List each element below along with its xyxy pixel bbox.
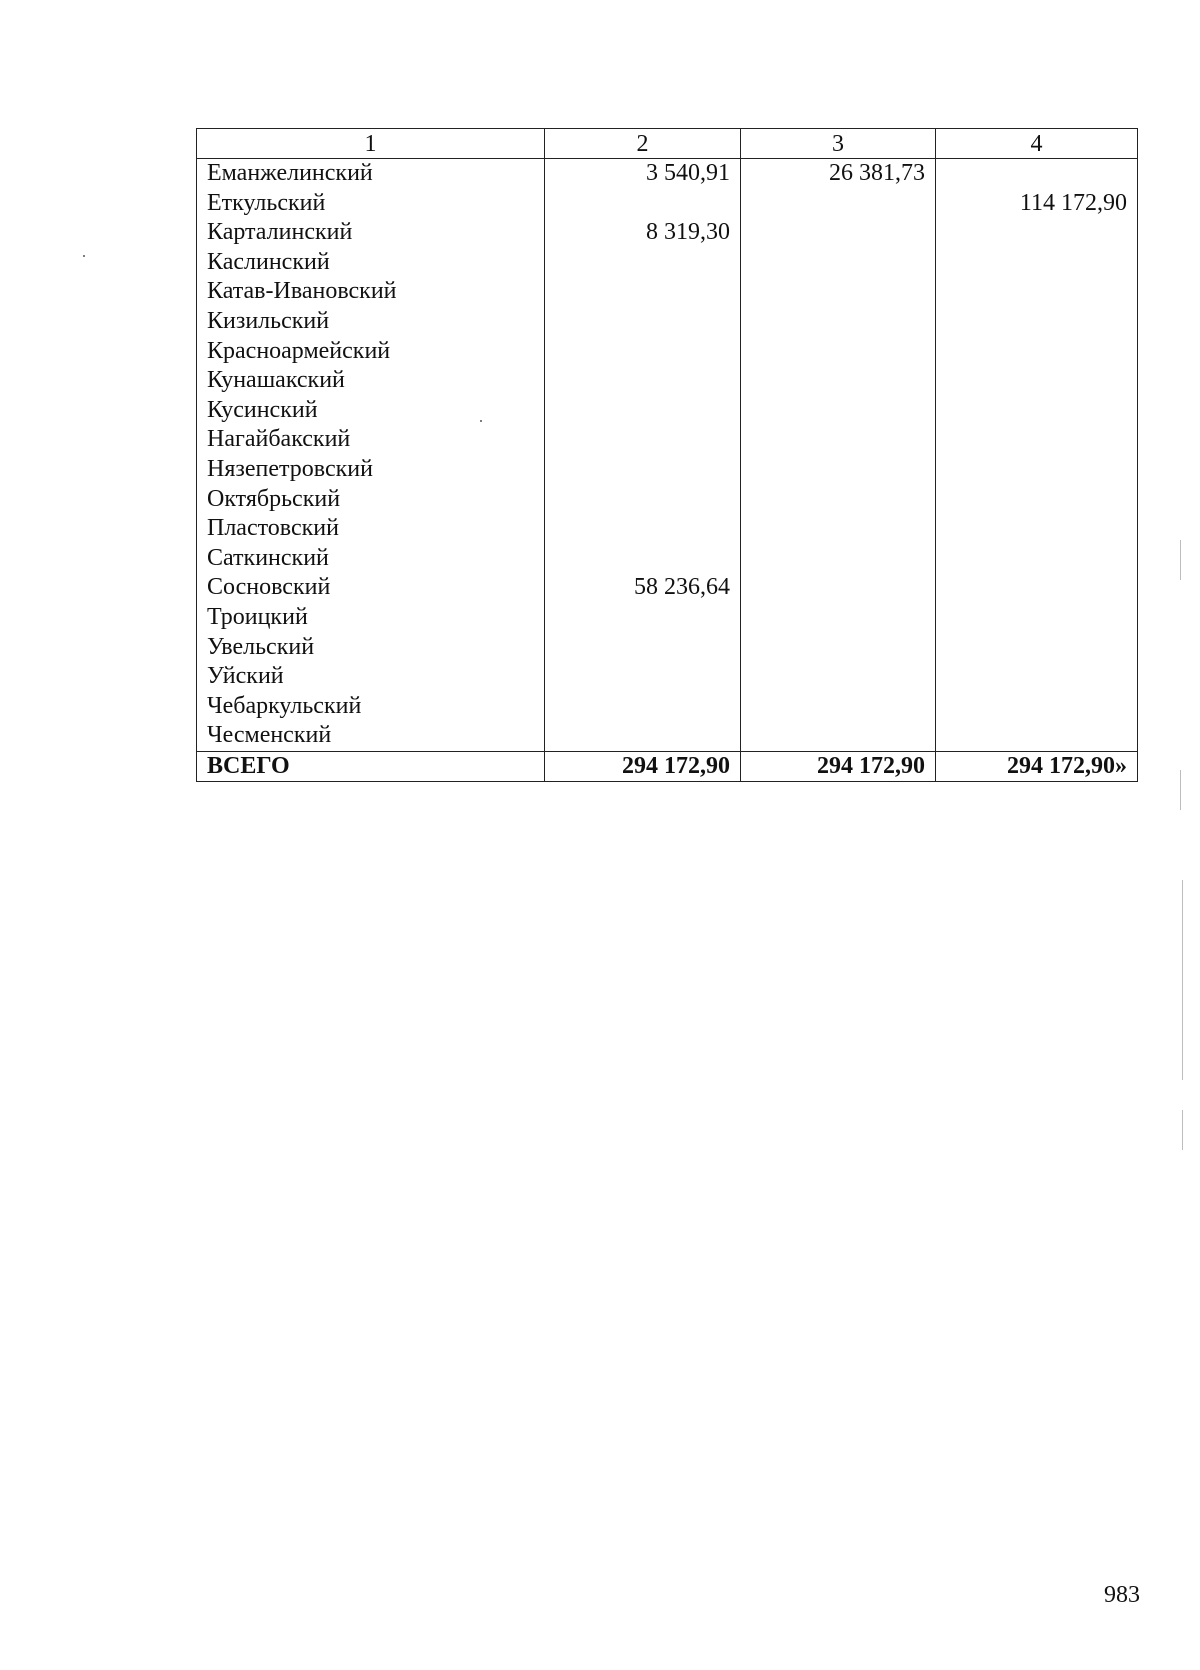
region-name: Увельский [197,633,545,663]
table-row [197,337,1138,367]
table-row [197,455,1138,485]
region-name: Троицкий [197,603,545,633]
value-col3 [741,633,936,663]
value-col4 [936,721,1138,751]
value-col3 [741,662,936,692]
value-col2 [545,337,741,367]
value-col2 [545,544,741,574]
table-row [197,721,1138,751]
region-name: Саткинский [197,544,545,574]
value-col2 [545,455,741,485]
column-header-3: 3 [741,129,936,159]
value-col2 [545,721,741,751]
value-col2 [545,307,741,337]
value-col4 [936,603,1138,633]
table-row [197,603,1138,633]
table-row [197,248,1138,278]
table-row [197,544,1138,574]
table-row [197,662,1138,692]
value-col2 [545,603,741,633]
scan-line [1180,770,1181,810]
region-name: Сосновский [197,573,545,603]
table-row [197,189,1138,219]
value-col3 [741,337,936,367]
value-col3 [741,455,936,485]
value-col4: 114 172,90 [936,189,1138,219]
value-col4 [936,544,1138,574]
table-row [197,396,1138,426]
value-col3 [741,277,936,307]
value-col2 [545,189,741,219]
value-col2 [545,248,741,278]
value-col4 [936,337,1138,367]
region-name: Уйский [197,662,545,692]
value-col2 [545,692,741,722]
table-row [197,425,1138,455]
table-row [197,159,1138,189]
value-col3 [741,425,936,455]
table-body [197,159,1138,752]
value-col2: 58 236,64 [545,573,741,603]
value-col2 [545,514,741,544]
region-name: Каслинский [197,248,545,278]
scan-dot [83,255,85,257]
value-col2 [545,396,741,426]
value-col2: 3 540,91 [545,159,741,189]
value-col4 [936,692,1138,722]
table-row [197,573,1138,603]
value-col4 [936,662,1138,692]
page-number: 983 [1104,1582,1140,1608]
value-col2: 8 319,30 [545,218,741,248]
value-col3 [741,366,936,396]
region-name: Нагайбакский [197,425,545,455]
region-name: Кунашакский [197,366,545,396]
value-col3 [741,218,936,248]
total-value-col3: 294 172,90 [741,751,936,782]
value-col4 [936,248,1138,278]
value-col4 [936,514,1138,544]
scan-dot [480,420,482,422]
value-col4 [936,633,1138,663]
value-col3: 26 381,73 [741,159,936,189]
region-name: Чебаркульский [197,692,545,722]
value-col3 [741,514,936,544]
scan-line [1182,1110,1183,1150]
value-col2 [545,277,741,307]
value-col2 [545,485,741,515]
value-col3 [741,485,936,515]
column-header-1: 1 [197,129,545,159]
region-name: Еткульский [197,189,545,219]
value-col4 [936,573,1138,603]
table-row [197,218,1138,248]
region-name: Еманжелинский [197,159,545,189]
value-col2 [545,366,741,396]
value-col4 [936,425,1138,455]
total-value-col2: 294 172,90 [545,751,741,782]
region-name: Нязепетровский [197,455,545,485]
table-row [197,485,1138,515]
region-name: Октябрьский [197,485,545,515]
value-col3 [741,721,936,751]
table-row [197,307,1138,337]
region-name: Карталинский [197,218,545,248]
value-col4 [936,159,1138,189]
header-row [197,129,1138,159]
value-col4 [936,396,1138,426]
scan-line [1180,540,1181,580]
region-name: Чесменский [197,721,545,751]
value-col3 [741,692,936,722]
table-row [197,277,1138,307]
value-col3 [741,396,936,426]
region-name: Пластовский [197,514,545,544]
value-col4 [936,277,1138,307]
value-col4 [936,485,1138,515]
value-col4 [936,455,1138,485]
column-header-2: 2 [545,129,741,159]
table-row [197,633,1138,663]
region-name: Кусинский [197,396,545,426]
region-name: Кизильский [197,307,545,337]
column-header-4: 4 [936,129,1138,159]
value-col3 [741,189,936,219]
value-col3 [741,573,936,603]
value-col2 [545,662,741,692]
total-row [197,751,1138,782]
table-row [197,692,1138,722]
value-col3 [741,603,936,633]
value-col3 [741,307,936,337]
value-col4 [936,307,1138,337]
region-name: Красноармейский [197,337,545,367]
value-col2 [545,425,741,455]
table-row [197,366,1138,396]
region-name: Катав-Ивановский [197,277,545,307]
value-col3 [741,544,936,574]
value-col2 [545,633,741,663]
value-col4 [936,366,1138,396]
value-col4 [936,218,1138,248]
value-col3 [741,248,936,278]
data-table [196,128,1138,782]
total-label: ВСЕГО [197,751,545,782]
scan-line [1182,880,1183,1080]
table-row [197,514,1138,544]
total-value-col4: 294 172,90» [936,751,1138,782]
